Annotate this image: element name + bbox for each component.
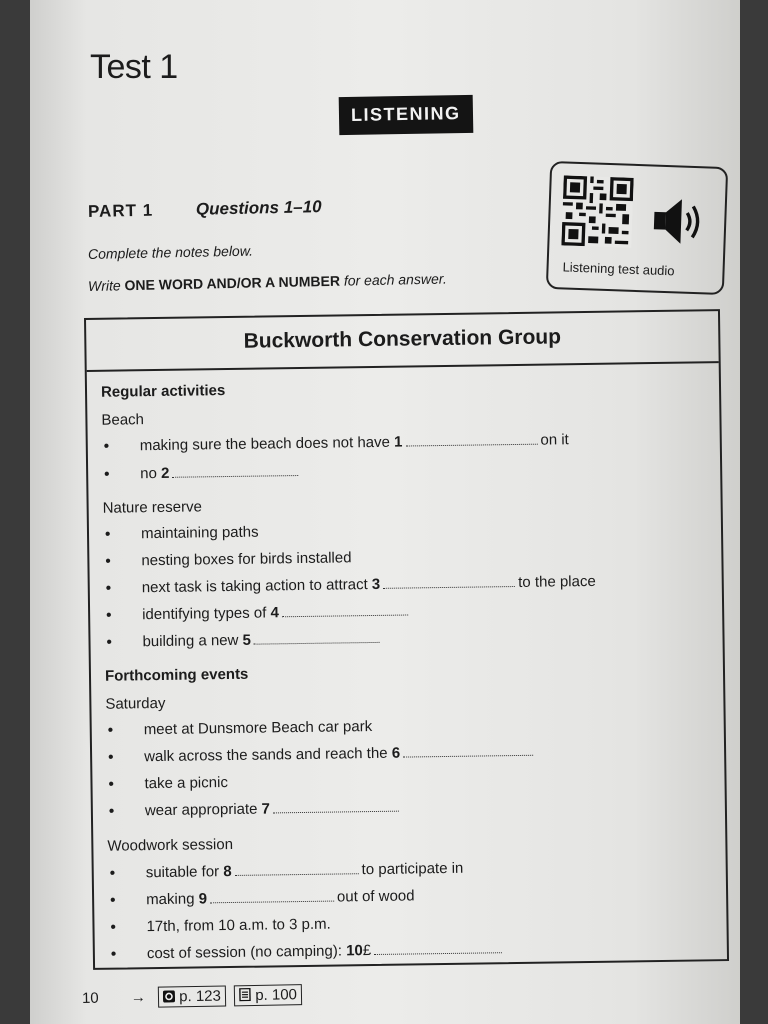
- instruction-line-1: Complete the notes below.: [87, 242, 254, 262]
- bullet-icon: •: [110, 891, 116, 909]
- page-number: 10: [81, 989, 99, 1007]
- note-item: • maintaining paths: [104, 523, 259, 543]
- question-number: 7: [261, 800, 271, 818]
- answer-key-reference[interactable]: p. 123: [158, 985, 226, 1007]
- note-item: • making sure the beach does not have 1 on it: [103, 431, 569, 455]
- notes-title: Buckworth Conservation Group: [243, 325, 562, 353]
- part-label: PART 1: [87, 200, 154, 221]
- subsection-heading: Woodwork session: [107, 835, 234, 855]
- notes-box: [84, 309, 729, 970]
- note-item: • making 9 out of wood: [110, 887, 415, 909]
- note-item: • nesting boxes for birds installed: [105, 549, 352, 570]
- arrow-right-icon: →: [130, 988, 146, 1007]
- answer-blank[interactable]: [210, 889, 334, 904]
- subsection-heading: Beach: [101, 411, 145, 429]
- bullet-icon: •: [105, 552, 111, 570]
- currency-symbol: £: [362, 942, 372, 960]
- bullet-icon: •: [107, 721, 114, 739]
- note-item: • 17th, from 10 a.m. to 3 p.m.: [110, 915, 331, 936]
- question-number: 8: [223, 862, 232, 881]
- note-item: • wear appropriate 7: [109, 799, 402, 820]
- note-item: • cost of session (no camping): 10£: [111, 940, 505, 963]
- note-item: • take a picnic: [108, 774, 229, 793]
- bullet-icon: •: [106, 606, 112, 624]
- instruction-emphasis: ONE WORD AND/OR A NUMBER: [124, 272, 341, 294]
- note-item: • next task is taking action to attract 3 to the place: [105, 572, 596, 597]
- bullet-icon: •: [103, 437, 110, 455]
- note-item: • building a new 5: [106, 630, 383, 651]
- bullet-icon: •: [110, 918, 116, 936]
- answer-blank[interactable]: [403, 743, 533, 758]
- answer-blank[interactable]: [254, 630, 380, 645]
- question-number: 1: [393, 433, 403, 451]
- part-heading: [88, 197, 322, 222]
- note-item: • meet at Dunsmore Beach car park: [107, 718, 373, 739]
- bullet-icon: •: [104, 525, 111, 543]
- page-footer: [82, 984, 302, 1009]
- document-icon: [239, 988, 251, 1001]
- question-number: 2: [160, 464, 170, 482]
- bullet-icon: •: [108, 748, 114, 766]
- bullet-icon: •: [105, 579, 112, 597]
- instruction-line-2: [88, 270, 447, 294]
- questions-range: Questions 1–10: [195, 197, 322, 219]
- note-item: • suitable for 8 to participate in: [109, 859, 464, 882]
- question-number: 9: [198, 890, 208, 908]
- answer-blank[interactable]: [383, 574, 515, 589]
- bullet-icon: •: [109, 864, 116, 882]
- answer-blank[interactable]: [273, 799, 399, 814]
- bullet-icon: •: [106, 633, 112, 651]
- answer-key-icon: [163, 990, 175, 1002]
- instruction-prefix: Write: [87, 277, 121, 294]
- note-item: • walk across the sands and reach the 6: [108, 743, 536, 766]
- qr-code-icon: [561, 175, 633, 247]
- question-number: 3: [371, 575, 381, 594]
- test-title: Test 1: [90, 48, 178, 86]
- subsection-heading: Nature reserve: [102, 498, 202, 517]
- question-number: 4: [270, 604, 280, 622]
- instruction-suffix: for each answer.: [343, 270, 447, 289]
- question-number: 6: [391, 744, 401, 762]
- subsection-heading: Saturday: [105, 694, 166, 713]
- bullet-icon: •: [104, 465, 110, 483]
- audio-panel[interactable]: [546, 161, 728, 295]
- audio-label: Listening test audio: [562, 259, 675, 279]
- book-page: [30, 0, 740, 1024]
- transcript-reference[interactable]: p. 100: [234, 984, 302, 1006]
- answer-blank[interactable]: [374, 940, 502, 955]
- note-item: • identifying types of 4: [106, 602, 411, 623]
- section-heading: Forthcoming events: [104, 665, 249, 685]
- bullet-icon: •: [108, 802, 115, 820]
- speaker-icon[interactable]: [649, 190, 709, 250]
- bullet-icon: •: [108, 775, 114, 793]
- note-item: • no 2: [104, 463, 301, 483]
- answer-blank[interactable]: [282, 603, 408, 618]
- question-number: 5: [242, 631, 252, 649]
- section-badge: LISTENING: [339, 95, 473, 135]
- section-heading: Regular activities: [100, 382, 226, 401]
- answer-blank[interactable]: [405, 432, 537, 447]
- bullet-icon: •: [110, 945, 117, 963]
- question-number: 10: [346, 942, 363, 960]
- title-divider: [87, 361, 719, 372]
- answer-blank[interactable]: [235, 861, 359, 876]
- answer-blank[interactable]: [172, 463, 298, 478]
